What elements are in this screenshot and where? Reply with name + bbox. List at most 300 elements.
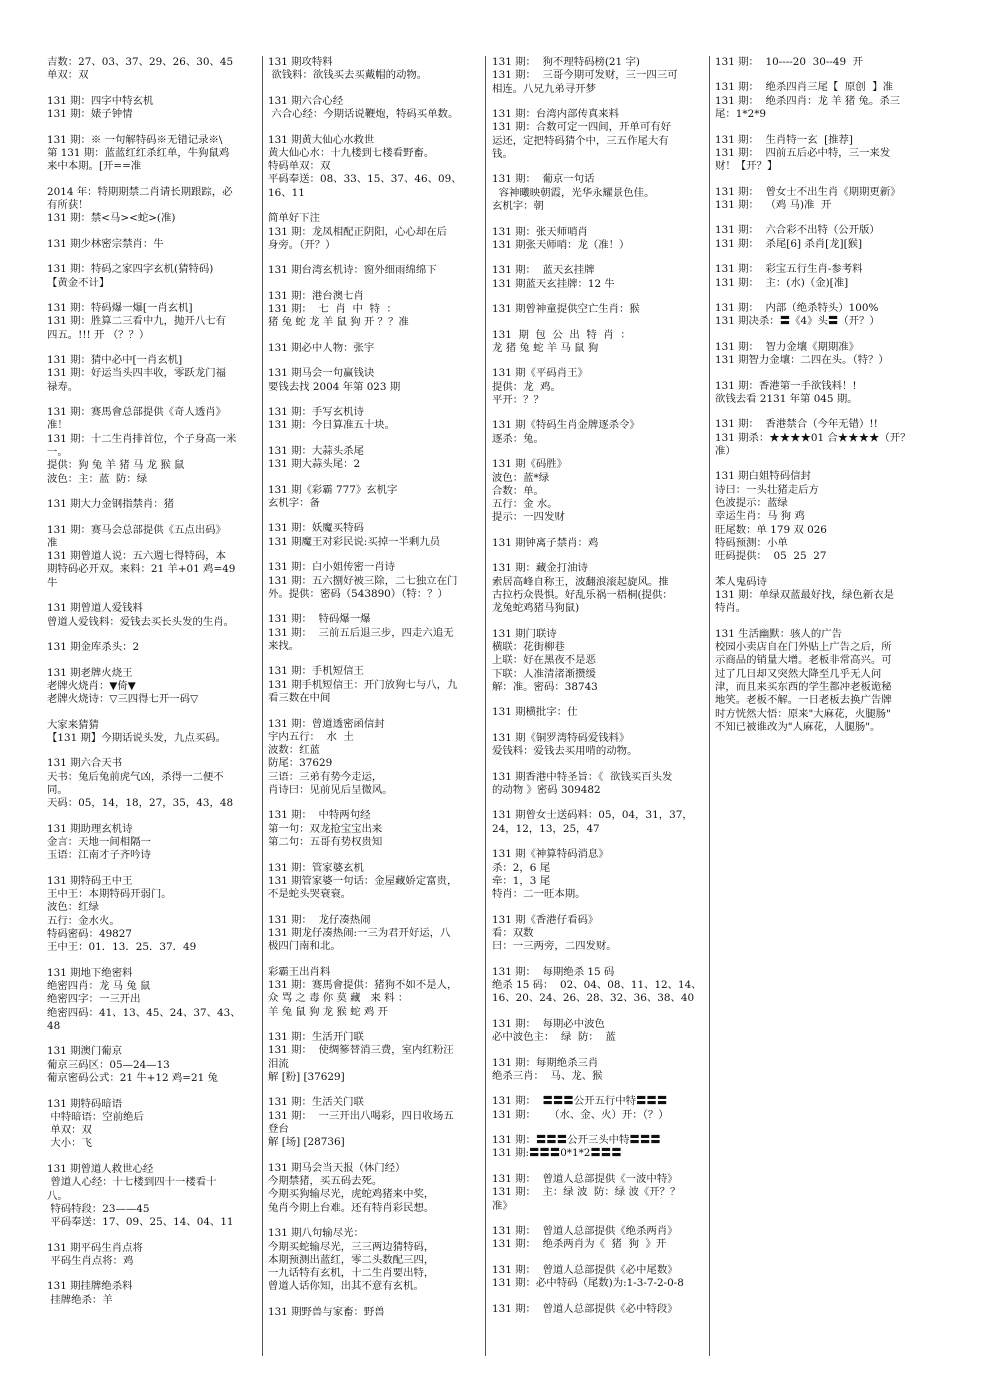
entry-line: 挂牌绝杀：羊 — [47, 1293, 113, 1306]
entry-line: 131 期：台湾内部传真来料 — [492, 108, 620, 121]
entry-line: 诗曰：一头壮猪走后方 — [715, 483, 819, 496]
entry-line: 平码生肖点将：鸡 — [47, 1254, 134, 1267]
entry-block — [715, 628, 933, 734]
entry-line: 131 期澳门葡京 — [47, 1045, 123, 1058]
entry-line: 131 期： 使绸篸替消三费，室内红粉汪 — [268, 1044, 454, 1057]
text-column-4 — [715, 56, 933, 1356]
entry-line: 131 期手机短信王：开门放狗七与八，九 — [268, 678, 458, 691]
entry-line: 大家来猜猜 — [47, 718, 99, 731]
entry-line: 131 期：特码爆一爆[一肖玄机] — [47, 301, 193, 314]
entry-line: 131 期： 四前五后必中特，三一来发 — [715, 146, 891, 159]
entry-line: 五行：金 水。 — [492, 498, 558, 511]
entry-block — [492, 108, 710, 161]
entry-block — [47, 302, 265, 342]
entry-block — [47, 667, 265, 707]
entry-line: 玄机字：朝 — [492, 200, 544, 213]
entry-line: 131 期《铜罗湾特码爱钱料》 — [492, 731, 630, 744]
entry-line: 131 期： 七 肖 中 特 ： — [268, 303, 397, 316]
entry-block — [268, 484, 486, 511]
entry-line: 131 期：胜算二三看中九，抛开八七有 — [47, 315, 226, 328]
entry-block — [268, 367, 486, 394]
entry-line: 131 期：五六捌好被三除，二七独立在门 — [268, 574, 458, 587]
entry-line: 131 期：好运当头四丰收，零跃龙门福 — [47, 367, 226, 380]
entry-block — [492, 264, 710, 291]
entry-line: 131 期： 主：绿 波 防：绿 波《开？？ — [492, 1186, 681, 1199]
entry-line: 八。 — [47, 1189, 68, 1202]
entry-block — [492, 1264, 710, 1291]
entry-block — [492, 56, 710, 96]
entry-line: 131 期： 生肖特一玄 [推荐] — [715, 133, 853, 146]
entry-line: 131 期地下绝密料 — [47, 966, 133, 979]
entry-line: 五行：金水火。 — [47, 914, 120, 927]
entry-line: 24，12，13，25，47 — [492, 822, 600, 835]
entry-line: 131 期野兽与家畜：野兽 — [268, 1305, 385, 1318]
entry-line: 131 期： 杀尾[6] 杀肖[龙][猴] — [715, 237, 863, 250]
entry-line: 今期买蛇输尽光，三三两边猜特码， — [268, 1240, 435, 1253]
entry-line: 131 期：十二生肖排首位，个子身高一米 — [47, 432, 237, 445]
entry-block — [492, 367, 710, 407]
entry-line: 131 期老牌火烧王 — [47, 666, 133, 679]
entry-line: 131 期曾女士送码料：05，04，31，37， — [492, 809, 693, 822]
entry-line: 平码奉送：17、09、25、14、04、11 — [47, 1216, 234, 1229]
entry-block — [492, 173, 710, 213]
entry-line: 131 期 包 公 出 特 肖 ： — [492, 328, 631, 341]
entry-line: 金言：天地一间相隔一 — [47, 836, 151, 849]
entry-line: 131 期：生活开门联 — [268, 1031, 364, 1044]
entry-block — [47, 263, 265, 290]
entry-block — [47, 406, 265, 486]
entry-line: 运还，定把特码猜个中，三五作尾大有 — [492, 134, 669, 147]
entry-line: 绝杀 15 码： 02、04、08、11、12、14、 — [492, 979, 702, 991]
entry-line: 横联：花街柳巷 — [492, 641, 565, 654]
entry-block — [492, 537, 710, 550]
entry-block — [47, 238, 265, 251]
entry-line: 一。 — [47, 446, 68, 459]
entry-line: 131 期：今日算准五十块。 — [268, 419, 396, 432]
entry-line: 131 期金库杀头：2 — [47, 641, 140, 654]
entry-block — [492, 458, 710, 524]
entry-line: 单双：双 — [47, 69, 89, 82]
entry-block — [47, 719, 265, 746]
entry-line: 一九话特有玄机，十二生肖要出特， — [268, 1267, 435, 1280]
entry-line: 131 期： 曾道人总部提供《必中尾数》 — [492, 1263, 678, 1276]
entry-line: 131 期：单绿双蓝最好找，绿色新衣是 — [715, 588, 894, 601]
entry-line: 老牌火烧诗：▽三四得七开一码▽ — [47, 693, 199, 706]
entry-line: 龙兔蛇鸡猪马狗鼠) — [492, 602, 580, 615]
entry-line: 131 期： 绝杀四肖：龙 羊 猪 兔。杀三 — [715, 94, 901, 107]
entry-line: 131 期：曾道透密函信封 — [268, 717, 385, 730]
entry-line: 131 期：特码之家四字玄机(猜特码) — [47, 263, 214, 276]
entry-block — [715, 380, 933, 407]
entry-line: 特肖。 — [715, 602, 747, 615]
entry-line: 131 期《平码肖王》 — [492, 367, 588, 380]
entry-line: 波色：红绿 — [47, 901, 99, 914]
entry-block — [268, 1306, 486, 1319]
entry-line: 特码预测：小单 — [715, 536, 788, 549]
entry-line: 131 期：赛馬會总部提供《奇人透肖》 — [47, 406, 226, 419]
entry-line: 131 期大蒜头尾：2 — [268, 458, 361, 471]
entry-block — [492, 303, 710, 316]
entry-line: 有所获！ — [47, 198, 89, 211]
entry-line: 131 期：婊子钟情 — [47, 108, 133, 121]
entry-line: 准》 — [492, 1199, 513, 1212]
entry-line: 131 期： 绝杀两肖为《 猪 狗 》开 — [492, 1238, 667, 1251]
entry-line: 131 期马会当天报（休门经） — [268, 1161, 406, 1174]
entry-line: 【黄金不计】 — [47, 276, 110, 289]
entry-block — [715, 418, 933, 458]
entry-line: 131 期魔王对彩民说:买掉一半剩九员 — [268, 535, 441, 548]
entry-block — [47, 354, 265, 394]
entry-line: 特码密码：49827 — [47, 928, 133, 941]
entry-block — [268, 914, 486, 954]
entry-block — [268, 290, 486, 330]
entry-block — [268, 1031, 486, 1084]
entry-line: 131 期台湾玄机诗：窗外细雨绵绵下 — [268, 264, 437, 277]
entry-line: 极四门南和北。 — [268, 940, 341, 953]
entry-line: 131 期张天师哨：龙（准！） — [492, 238, 630, 251]
entry-block — [268, 522, 486, 549]
entry-block — [715, 56, 933, 69]
entry-line: 131 期马会一句赢钱诀 — [268, 367, 375, 380]
entry-line: 幸运生肖：马 狗 鸡 — [715, 510, 805, 523]
entry-line: 苯人鬼码诗 — [715, 575, 767, 588]
entry-line: 时方恍然大悟：原来"大麻花，火腿肠" — [715, 707, 891, 720]
entry-line: 131 期： 绝杀四肖三尾【 原创 】准 — [715, 81, 894, 94]
entry-block — [268, 1227, 486, 1293]
entry-line: 登台 — [268, 1123, 289, 1136]
entry-line: 旺码提供： 05 25 27 — [715, 550, 827, 563]
entry-block — [47, 186, 265, 226]
entry-line: 六合心经：今期话说鞭炮，特码买单数。 — [268, 108, 459, 121]
entry-block — [47, 498, 265, 511]
entry-line: 下联：人准清渚渐攒缓 — [492, 667, 596, 680]
entry-block — [715, 224, 933, 251]
entry-line: 131 期： 特码爆一爆 — [268, 613, 371, 626]
entry-line: 131 期：※ 一句解特码※无错记录※\ — [47, 133, 223, 146]
entry-block — [492, 1057, 710, 1084]
entry-block — [715, 134, 933, 174]
entry-block — [492, 329, 710, 356]
entry-line: 131 期： 曾道人总部提供《绝杀两肖》 — [492, 1224, 678, 1237]
entry-line: 131 期： 曾道人总部提供《必中特段》 — [492, 1302, 678, 1315]
entry-line: 131 期：赛马会总部提供《五点出码》 — [47, 523, 226, 536]
entry-block — [715, 341, 933, 368]
entry-line: 老牌火烧肖：▼倚▼ — [47, 679, 136, 692]
entry-line: 容神曦映朝霞，光华永耀景色佳。 — [492, 186, 655, 199]
entry-line: 131 期《特码生肖金牌逐杀令》 — [492, 419, 640, 432]
entry-line: 131 期：必中特码（尾数)为:1-3-7-2-0-8 — [492, 1277, 684, 1290]
entry-block — [492, 848, 710, 901]
entry-line: 131 期： 三前五后退三步，四走六追无 — [268, 626, 454, 639]
entry-line: 131 期：猜中必中[一肖玄机] — [47, 354, 183, 367]
entry-line: 必中波色主： 绿 防： 蓝 — [492, 1031, 616, 1044]
entry-block — [47, 1242, 265, 1269]
entry-line: 准 — [47, 536, 58, 549]
entry-line: 131 期特码王中王 — [47, 874, 133, 887]
entry-block — [268, 95, 486, 122]
entry-line: 期特码必开双。来料：21 羊+01 鸡=49 — [47, 563, 236, 576]
entry-block — [492, 562, 710, 615]
entry-line: 彩霸王出肖料 — [268, 965, 331, 978]
entry-block — [47, 967, 265, 1033]
entry-line: 131 期：大蒜头杀尾 — [268, 444, 364, 457]
entry-block — [492, 809, 710, 836]
entry-block — [268, 862, 486, 902]
entry-line: 131 期：合数可定一四间，开单可有好 — [492, 121, 671, 134]
entry-block — [268, 1162, 486, 1215]
entry-line: 要钱去找 2004 年第 023 期 — [268, 380, 401, 393]
entry-line: 三语：三弟有势今走运， — [268, 770, 383, 783]
entry-line: 校园小卖店自在门外贴上广告之后，所 — [715, 641, 892, 654]
entry-block — [268, 665, 486, 705]
entry-line: 131 期：香港第一手欲钱料！! — [715, 379, 857, 392]
entry-line: 16、11 — [268, 186, 305, 199]
entry-line: 不是蛇头哭衰衰。 — [268, 888, 352, 901]
entry-line: 提供：狗 兔 羊 猪 马 龙 猴 鼠 — [47, 459, 185, 472]
entry-line: 欲钱料：欲钱买去买戴帽的动物。 — [268, 69, 428, 82]
entry-block — [268, 264, 486, 277]
entry-line: 131 期龙仔凑热闹:一三为君开好运，八 — [268, 926, 451, 939]
entry-line: 131 期门联诗 — [492, 627, 557, 640]
entry-line: 波色：主：蓝 防：绿 — [47, 472, 148, 485]
entry-line: 131 期：手写玄机诗 — [268, 406, 364, 419]
entry-block — [47, 1045, 265, 1085]
entry-line: 古拉朽众畏惧。好乱乐祸一梧桐(提供： — [492, 588, 673, 601]
entry-line: 131 期智力金壤：二四在头。（特？） — [715, 354, 889, 367]
entry-line: 绝密四肖：龙 马 兔 鼠 — [47, 980, 151, 993]
entry-block — [268, 1096, 486, 1149]
entry-line: 众 骂 之 毒 你 莫 藏 来 料 ： — [268, 992, 409, 1005]
entry-line: 本期预测出蓝红，零二头数配三四， — [268, 1253, 435, 1266]
entry-block — [268, 561, 486, 601]
entry-line: 波数：红蓝 — [268, 744, 320, 757]
entry-line: 131 期攻特料 — [268, 56, 333, 68]
entry-line: 提供：龙 鸡。 — [492, 380, 561, 393]
entry-line: 来中本期。[开==准 — [47, 160, 142, 173]
entry-block — [47, 602, 265, 629]
entry-line: 第 131 期：蓝蓝红红杀红单，牛狗鼠鸡 — [47, 146, 230, 159]
entry-line: 解 [粉] [37629] — [268, 1070, 345, 1083]
entry-line: 131 期杀：★★★★01 合★★★★（开？ — [715, 431, 911, 444]
entry-block — [492, 1134, 710, 1161]
entry-block — [715, 263, 933, 290]
entry-line: 131 期： 〓〓〓公开五行中特〓〓〓 — [492, 1095, 668, 1108]
entry-line: 2014 年：特期期禁二肖请长期跟踪，必 — [47, 185, 233, 198]
entry-line: 特码单双：双 — [268, 160, 331, 173]
text-column-3 — [492, 56, 710, 1356]
entry-line: 131 期： 10----20 30--49 开 — [715, 56, 864, 68]
entry-line: 四五。!!! 开 （？？） — [47, 328, 150, 341]
entry-line: 财！【开？】 — [715, 160, 778, 173]
entry-block — [492, 1225, 710, 1252]
entry-line: 今期禁猪，买五码去死。 — [268, 1175, 383, 1188]
entry-line: 曾道人心经：十七楼到四十一楼看十 — [47, 1176, 217, 1189]
entry-line: 【131 期】今期话说头发，九点买码。 — [47, 731, 226, 744]
entry-line: 黄大仙心水：十九楼到七楼看野畜。 — [268, 146, 435, 159]
entry-block — [492, 628, 710, 694]
entry-line: 131 期助理玄机诗 — [47, 822, 133, 835]
entry-block — [492, 771, 710, 798]
entry-line: 131 期： 六合彩不出特（公开版） — [715, 224, 880, 237]
entry-line: 131 期：每期绝杀三肖 — [492, 1056, 599, 1069]
entry-line: 天码：05，14，18，27，35，43，48 — [47, 797, 234, 810]
entry-line: 上联：好在黑夜不是恶 — [492, 654, 596, 667]
entry-line: 尾：1*2*9 — [715, 108, 767, 121]
entry-line: 131 期：赛馬會提供：猪狗不如不是人， — [268, 979, 458, 991]
entry-block — [47, 875, 265, 955]
entry-line: 中特暗语：空前绝后 — [47, 1110, 144, 1123]
entry-line: 131 期蓝天玄挂牌：12 牛 — [492, 277, 615, 290]
entry-block — [492, 732, 710, 759]
entry-line: 外。提供：密码（543890）（特：？） — [268, 587, 448, 600]
entry-line: 131 期： 三哥今期可发财，三一四三可 — [492, 69, 678, 82]
entry-line: 131 期： 蓝天玄挂牌 — [492, 264, 595, 277]
entry-block — [47, 823, 265, 863]
entry-block — [47, 1098, 265, 1151]
entry-block — [492, 226, 710, 253]
entry-block — [715, 470, 933, 563]
entry-line: 平开：？？ — [492, 393, 544, 406]
entry-line: 131 期六合心经 — [268, 94, 344, 107]
entry-line: 天书：兔后兔前虎气凶，杀得一二便不 — [47, 770, 224, 783]
entry-line: 16、20、24、26、28、32、36、38、40 — [492, 992, 695, 1005]
entry-block — [268, 613, 486, 653]
entry-block — [47, 56, 265, 83]
entry-line: 131 期《神算特码消息》 — [492, 848, 609, 861]
entry-line: 131 期：妖魔买特码 — [268, 522, 364, 535]
entry-block — [492, 966, 710, 1006]
entry-block — [268, 718, 486, 798]
entry-line: 131 期横批字：仕 — [492, 706, 578, 719]
entry-block — [47, 757, 265, 810]
entry-line: 爱钱料：爱钱去买用啃的动物。 — [492, 745, 638, 758]
entry-line: 吉数：27、03、37、29、26、30、45 — [47, 56, 234, 68]
entry-line: 131 期平码生肖点将 — [47, 1241, 143, 1254]
entry-line: 131 期：禁<马><蛇>(准) — [47, 212, 176, 225]
entry-line: 131 期香港中特圣旨：《 欲钱买百头发 — [492, 770, 673, 783]
entry-block — [268, 406, 486, 433]
entry-line: 131 期：港台澳七肖 — [268, 289, 364, 302]
entry-line: 身旁。（开？） — [268, 238, 336, 251]
entry-line: 131 期六合天书 — [47, 757, 123, 770]
entry-line: 131 期黄大仙心水救世 — [268, 133, 375, 146]
entry-line: 131 期： （水、金、火）开：（？） — [492, 1108, 669, 1121]
entry-block — [492, 1018, 710, 1045]
entry-block — [492, 1303, 710, 1316]
entry-block — [47, 134, 265, 174]
entry-line: 旺尾数：单 179 双 026 — [715, 523, 827, 536]
entry-line: 猪 兔 蛇 龙 羊 鼠 狗 开 ？？准 — [268, 316, 409, 329]
entry-line: 131 期挂牌绝杀料 — [47, 1280, 133, 1293]
entry-line: 简单好下注 — [268, 212, 320, 225]
entry-line: 特码特段：23——45 — [47, 1202, 150, 1215]
entry-line: 绝密四码：41、13、45、24、37、43、 — [47, 1006, 241, 1019]
entry-line: 131 期： 狗不理特码榜(21 字) — [492, 56, 640, 68]
entry-line: 牵：1，3 尾 — [492, 874, 551, 887]
entry-line: 欲钱去看 2131 年第 045 期。 — [715, 392, 858, 405]
entry-line: 131 期： 曾道人总部提供《一波中特》 — [492, 1172, 678, 1185]
entry-line: 131 期： 每期绝杀 15 码 — [492, 965, 615, 978]
entry-line: 牛 — [47, 576, 58, 589]
entry-line: 玄机字：备 — [268, 497, 320, 509]
entry-line: 131 期：手机短信王 — [268, 665, 364, 678]
entry-line: 131 期：四字中特玄机 — [47, 94, 154, 107]
entry-block — [268, 134, 486, 200]
entry-line: 曾道人话你知，出其不意有玄机。 — [268, 1280, 424, 1293]
entry-line: 葡京三码区：05—24—13 — [47, 1058, 170, 1071]
entry-line: 131 期少林密宗禁肖：牛 — [47, 237, 164, 250]
entry-line: 131 期：白小姐传密一肖诗 — [268, 561, 396, 574]
entry-line: 131 期：〓〓〓公开三头中特〓〓〓 — [492, 1134, 661, 1147]
entry-line: 逐杀：兔。 — [492, 432, 544, 445]
entry-line: 泪流 — [268, 1057, 289, 1070]
entry-line: 色波提示：蓝绿 — [715, 497, 788, 509]
entry-block — [268, 966, 486, 1019]
entry-line: 解：准。密码：38743 — [492, 680, 598, 693]
entry-line: 131 期必中人物：张宇 — [268, 341, 375, 354]
entry-line: 绝密四字：一三开出 — [47, 993, 141, 1006]
entry-line: 131 期： 智力金壤《期期准》 — [715, 340, 860, 353]
entry-line: 津，而且来买东西的学生都冲老板诡秘 — [715, 680, 892, 693]
entry-line: 131 期：藏金打油诗 — [492, 562, 588, 575]
entry-block — [492, 706, 710, 719]
entry-line: 示商品的销量大增。老板非常高兴。可 — [715, 654, 892, 667]
entry-block — [492, 914, 710, 954]
entry-line: 131 期： 曾女士不出生肖《期期更新》 — [715, 185, 901, 198]
entry-line: 131 期：龙凤相配正阴阳，心心却在后 — [268, 225, 447, 238]
entry-line: 131 生活幽默：骇人的广告 — [715, 627, 843, 640]
entry-line: 131 期： 香港禁合（今年无错）!! — [715, 418, 878, 431]
entry-line: 131 期《彩霸 777》玄机字 — [268, 483, 398, 496]
entry-line: 葡京密码公式：21 牛+12 鸡=21 兔 — [47, 1072, 218, 1085]
entry-block — [715, 81, 933, 121]
entry-line: 曰：一三两旁，二四发财。 — [492, 940, 617, 953]
entry-line: 131 期： 葡京一句话 — [492, 173, 595, 186]
entry-block — [492, 1095, 710, 1122]
entry-line: 王中王：01．13．25．37．49 — [47, 941, 197, 954]
entry-line: 131 期： 彩宝五行生肖-参考料 — [715, 263, 863, 276]
entry-line: 肖诗曰：见前见后呈微风。 — [268, 783, 393, 796]
entry-block — [492, 1173, 710, 1213]
entry-block — [715, 302, 933, 329]
entry-line: 龙 猪 兔 蛇 羊 马 鼠 狗 — [492, 341, 599, 354]
entry-line: 禄寿。 — [47, 380, 79, 393]
entry-line: 第一句：双龙抢宝宝出来 — [268, 822, 383, 835]
entry-block — [268, 212, 486, 252]
entry-block — [715, 186, 933, 213]
entry-block — [268, 809, 486, 849]
entry-line: 单双：双 — [47, 1124, 92, 1137]
entry-block — [47, 1163, 265, 1229]
entry-line: 131 期： 中特两句经 — [268, 809, 371, 822]
entry-line: 131 期曾道人说：五六週七得特码，本 — [47, 550, 226, 563]
entry-line: 钱。 — [492, 147, 513, 160]
entry-block — [715, 576, 933, 616]
entry-line: 提示：一四发财 — [492, 511, 565, 524]
entry-line: 131 期决杀：〓《4》头〓（开？） — [715, 315, 880, 328]
entry-line: 过了几日却又突然大降至几乎无人问 — [715, 667, 882, 680]
entry-line: 131 期钟离子禁肖：鸡 — [492, 536, 599, 549]
entry-line: 131 期曾道人爱钱料 — [47, 602, 143, 615]
text-column-1 — [47, 56, 265, 1356]
entry-line: 波色：蓝*绿 — [492, 471, 550, 484]
entry-block — [492, 419, 710, 446]
entry-line: 同。 — [47, 783, 68, 796]
entry-line: 平码奉送：08、33、15、37、46、09、 — [268, 173, 462, 186]
entry-line: 准！ — [47, 419, 68, 432]
entry-line: 解 [场] [28736] — [268, 1136, 345, 1149]
entry-line: 防尾：37629 — [268, 757, 333, 770]
